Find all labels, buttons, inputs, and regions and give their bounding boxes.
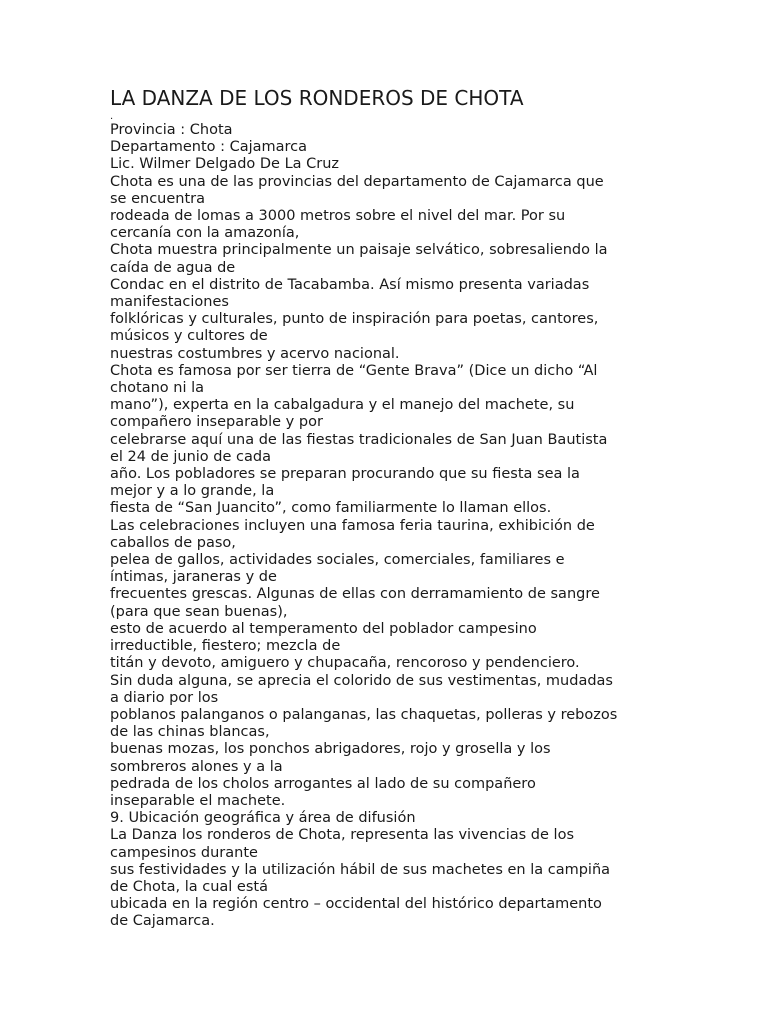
body-text-line: el 24 de junio de cada (110, 448, 271, 465)
body-text-line: Provincia : Chota (110, 122, 233, 138)
body-text-line: músicos y cultores de (110, 328, 268, 345)
body-text-line: titán y devoto, amiguero y chupacaña, rencoroso y pendenciero. (110, 655, 580, 672)
body-text-line: pedrada de los cholos arrogantes al lado de su compañero (110, 775, 536, 792)
body-text-line: 9. Ubicación geográfica y área de difusión (110, 810, 416, 827)
body-text-line: caballos de paso, (110, 534, 236, 551)
body-text-line: nuestras costumbres y acervo nacional. (110, 345, 400, 362)
body-text-line: Departamento : Cajamarca (110, 139, 308, 156)
body-text-line: campesinos durante (110, 844, 258, 861)
body-text-line: irreductible, fiestero; mezcla de (110, 638, 341, 655)
body-text-line: compañero inseparable y por (110, 414, 323, 431)
body-text-line: pelea de gallos, actividades sociales, comerciales, familiares e (110, 552, 565, 569)
body-text-line: caída de agua de (110, 259, 236, 276)
body-text-line: celebrarse aquí una de las fiestas tradicionales de San Juan Bautista (110, 431, 608, 448)
body-text-line: Chota muestra principalmente un paisaje selvático, sobresaliendo la (110, 242, 608, 259)
body-text-line: íntimas, jaraneras y de (110, 569, 277, 586)
body-text-line: (para que sean buenas), (110, 603, 288, 620)
body-text-line: sombreros alones y a la (110, 758, 283, 775)
body-text-line: Las celebraciones incluyen una famosa feria taurina, exhibición de (110, 517, 595, 534)
body-text-line: sus festividades y la utilización hábil de sus machetes en la campiña (110, 861, 611, 878)
body-text-line: poblanos palanganos o palanganas, las chaquetas, polleras y rebozos (110, 706, 618, 723)
body-text-line: chotano ni la (110, 380, 205, 397)
document-body (110, 122, 670, 931)
body-text-line: Condac en el distrito de Tacabamba. Así mismo presenta variadas (110, 276, 590, 293)
body-text-line: mano”), experta en la cabalgadura y el manejo del machete, su (110, 397, 575, 414)
body-text-line: La Danza los ronderos de Chota, representa las vivencias de los (110, 827, 574, 844)
body-text-line: de las chinas blancas, (110, 724, 270, 741)
body-text-line: ubicada en la región centro – occidental del histórico departamento (110, 896, 602, 913)
body-text-line: buenas mozas, los ponchos abrigadores, rojo y grosella y los (110, 741, 551, 758)
body-text-line: de Chota, la cual está (110, 878, 268, 895)
body-text-line: Chota es una de las provincias del departamento de Cajamarca que (110, 173, 604, 190)
body-text-line: de Cajamarca. (110, 913, 215, 930)
body-text-line: manifestaciones (110, 294, 229, 311)
body-text-line: cercanía con la amazonía, (110, 225, 300, 242)
body-text-line: inseparable el machete. (110, 792, 286, 809)
document-title: LA DANZA DE LOS RONDEROS DE CHOTA (110, 86, 524, 110)
body-text-line: esto de acuerdo al temperamento del poblador campesino (110, 620, 537, 637)
body-text-line: se encuentra (110, 190, 206, 207)
body-text-line: fiesta de “San Juancito”, como familiarmente lo llaman ellos. (110, 500, 552, 517)
body-text-line: año. Los pobladores se preparan procurando que su fiesta sea la (110, 466, 580, 483)
body-text-line: Chota es famosa por ser tierra de “Gente Brava” (Dice un dicho “Al (110, 362, 598, 379)
document-page (110, 86, 670, 931)
dot-separator: . (110, 111, 114, 122)
body-text-line: rodeada de lomas a 3000 metros sobre el nivel del mar. Por su (110, 208, 566, 225)
body-text-line: Sin duda alguna, se aprecia el colorido de sus vestimentas, mudadas (110, 672, 613, 689)
body-text-line: Lic. Wilmer Delgado De La Cruz (110, 156, 340, 173)
body-text-line: folklóricas y culturales, punto de inspiración para poetas, cantores, (110, 311, 599, 328)
body-text-line: a diario por los (110, 689, 219, 706)
body-text-line: frecuentes grescas. Algunas de ellas con derramamiento de sangre (110, 586, 600, 603)
body-text-line: mejor y a lo grande, la (110, 483, 275, 500)
